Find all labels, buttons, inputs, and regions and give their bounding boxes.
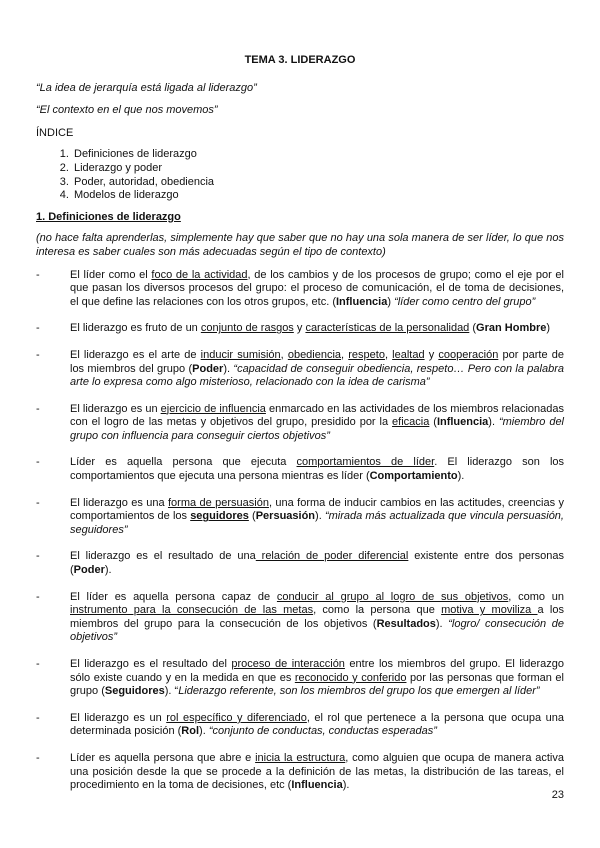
definition-text: , <box>341 348 349 361</box>
definition-text: El líder es aquella persona capaz de <box>70 590 277 603</box>
definition-text: lealtad <box>392 348 425 361</box>
definition-text: Influencia <box>436 416 489 429</box>
toc-item: 3. Poder, autoridad, obediencia <box>72 176 564 190</box>
definition-item <box>36 712 564 739</box>
page-number: 23 <box>551 789 564 801</box>
list-dash: - <box>36 590 40 603</box>
list-dash: - <box>36 268 40 281</box>
quote-context: “El contexto en el que nos movemos” <box>36 104 218 117</box>
definition-text: El liderazgo es el arte de <box>70 348 201 361</box>
definition-item <box>36 403 564 444</box>
definition-text: inicia la estructura <box>255 751 346 764</box>
definition-text: Liderazgo referente, son los miembros del grupo los que emergen al líder” <box>178 685 540 698</box>
definition-text: proceso de interacción <box>231 658 345 670</box>
list-dash: - <box>36 496 40 509</box>
definition-text: Líder es aquella persona que abre e <box>70 751 256 764</box>
definition-text: características de la personalidad <box>305 322 470 335</box>
definition-item <box>36 497 564 538</box>
list-dash: - <box>36 711 40 724</box>
definition-text: , una forma de inducir cambios en las actitudes, creencias y comportamientos de los <box>70 496 564 523</box>
definition-text: El liderazgo es un <box>70 711 167 724</box>
definition-text: rol específico y diferenciado <box>166 711 307 724</box>
definition-text: foco de la actividad <box>151 268 248 281</box>
definition-text: reconocido y conferido <box>294 671 407 684</box>
definition-text: , el rol que pertenece a la persona que ocupa una determinada posición ( <box>70 711 565 738</box>
definition-text: , <box>384 348 393 361</box>
toc-item: 4. Modelos de liderazgo <box>72 189 564 203</box>
definition-text: por las personas que forman el grupo ( <box>70 671 564 698</box>
definition-text: . El liderazgo son los comportamientos que ejecuta una persona mientras es líder ( <box>70 456 565 483</box>
definition-text: “logro/ consecución de objetivos” <box>70 617 564 644</box>
definition-text: instrumento para la consecución de las metas <box>70 604 314 617</box>
definition-item <box>36 752 564 793</box>
definition-text: El liderazgo es un <box>70 402 161 415</box>
definition-text: ). “ <box>164 685 179 698</box>
definition-text: y <box>424 348 439 361</box>
definition-text: Influencia <box>335 295 388 308</box>
definition-text: El liderazgo es el resultado de una <box>70 550 256 563</box>
definition-text: Poder <box>73 564 105 577</box>
definition-item <box>36 269 564 310</box>
definition-text: ). <box>199 725 209 738</box>
definition-item <box>36 322 564 336</box>
definition-text: , de los cambios y de los procesos de grupo; como el eje por el que pasan los diversos procesos del grupo: el proceso de comunicación, el de toma de decisiones, el que define las relaciones con los otros grupos, etc. ( <box>70 268 564 308</box>
definition-text: ). <box>488 416 499 429</box>
definition-text: ( <box>469 322 477 335</box>
definition-text: entre los miembros del grupo. El liderazgo sólo existe cuando y en la medida en que es <box>70 658 564 684</box>
list-dash: - <box>36 322 40 335</box>
definition-text: por parte de los miembros del grupo ( <box>70 348 564 375</box>
toc-item: 1. Definiciones de liderazgo <box>72 148 564 162</box>
definitions-list <box>36 269 564 793</box>
definition-text: ( <box>429 416 437 429</box>
definition-text: respeto <box>348 348 385 361</box>
section-heading: 1. Definiciones de liderazgo <box>36 210 181 223</box>
list-dash: - <box>36 402 40 415</box>
definition-text: conjunto de rasgos <box>200 322 294 335</box>
definition-text: y <box>293 322 306 335</box>
definition-text: Poder <box>192 362 224 375</box>
definition-text: forma de persuasión <box>167 496 269 509</box>
definition-text: ) <box>387 295 395 308</box>
definition-text: “capacidad de conseguir obediencia, respeto… Pero con la palabra arte lo expresa como algo misterioso, relacionado con la idea de carisma” <box>70 362 564 389</box>
definition-text: , como un <box>508 590 564 603</box>
definition-text: conducir al grupo al logro de sus objetivos <box>276 590 509 603</box>
definition-text: El liderazgo es una <box>70 496 168 509</box>
definition-text: obediencia <box>287 348 342 361</box>
definition-text: “conjunto de conductas, conductas esperadas” <box>208 725 437 738</box>
definition-text: ). <box>315 510 325 523</box>
definition-text: “líder como centro del grupo” <box>394 295 536 308</box>
definition-text: cooperación <box>438 348 499 361</box>
section-note: (no hace falta aprenderlas, simplemente hay que saber que no hay una sola manera de ser líder, lo que nos interesa es saber cuales son más adecuadas según el tipo de contexto) <box>36 232 564 258</box>
definition-text: enmarcado en las actividades de los miembros relacionadas con el logro de las metas y objetivos del grupo, presidido por la <box>70 402 564 429</box>
definition-text: motiva y moviliza <box>441 604 538 617</box>
definition-text: Seguidores <box>104 685 165 698</box>
definition-text: ( <box>248 510 256 523</box>
list-dash: - <box>36 751 40 764</box>
definition-item <box>36 349 564 390</box>
definition-item <box>36 550 564 577</box>
definition-text: “mirada más actualizada que vincula persuasión, seguidores” <box>70 510 564 536</box>
document-title: TEMA 3. LIDERAZGO <box>244 54 356 66</box>
definition-text: ejercicio de influencia <box>160 402 266 415</box>
table-of-contents <box>36 148 564 202</box>
definition-text: comportamientos de líder <box>296 456 435 469</box>
definition-text: relación de poder diferencial <box>255 550 409 563</box>
list-dash: - <box>36 658 40 670</box>
definition-text: ). <box>223 362 234 375</box>
definition-text: Gran Hombre <box>476 322 547 335</box>
list-dash: - <box>36 348 40 361</box>
definition-text: Rol <box>181 725 200 738</box>
definition-text: ). <box>104 564 112 577</box>
definition-text: inducir sumisión <box>200 348 281 361</box>
definition-text: seguidores <box>190 510 249 523</box>
definition-text: Líder es aquella persona que ejecuta <box>70 456 297 469</box>
definition-text: Comportamiento <box>369 470 458 483</box>
definition-item <box>36 658 564 699</box>
definition-item <box>36 456 564 483</box>
list-dash: - <box>36 456 40 469</box>
definition-text: ). <box>435 617 449 630</box>
list-dash: - <box>36 550 40 563</box>
definition-text: ). <box>457 470 465 483</box>
definition-text: “miembro del grupo con influencia para conseguir ciertos objetivos” <box>70 416 564 442</box>
definition-text: , <box>280 348 288 361</box>
definition-text: , como la persona que <box>313 604 442 617</box>
toc-item: 2. Liderazgo y poder <box>72 162 564 176</box>
index-heading: ÍNDICE <box>36 126 74 139</box>
definition-text: Resultados <box>376 617 436 630</box>
definition-text: ). <box>342 779 350 792</box>
definition-text: ) <box>546 322 551 335</box>
quote-hierarchy: “La idea de jerarquía está ligada al liderazgo” <box>36 81 257 94</box>
definition-text: Persuasión <box>255 510 316 523</box>
definition-text: El líder como el <box>70 268 152 281</box>
definition-item <box>36 591 564 645</box>
definition-text: Influencia <box>291 779 343 792</box>
definition-text: a los miembros del grupo para la consecución de los objetivos ( <box>70 604 564 630</box>
document-page <box>36 54 564 806</box>
definition-text: El liderazgo es fruto de un <box>70 322 201 335</box>
definition-text: , como alguien que ocupa de manera activa una posición desde la que se procede a la definición de las metas, la distribución de las tareas, el procedimiento en la toma de decisiones, etc ( <box>70 751 564 792</box>
definition-text: existente entre dos personas ( <box>70 550 564 577</box>
definition-text: El liderazgo es el resultado del <box>70 658 232 670</box>
definition-text: eficacia <box>392 416 430 429</box>
